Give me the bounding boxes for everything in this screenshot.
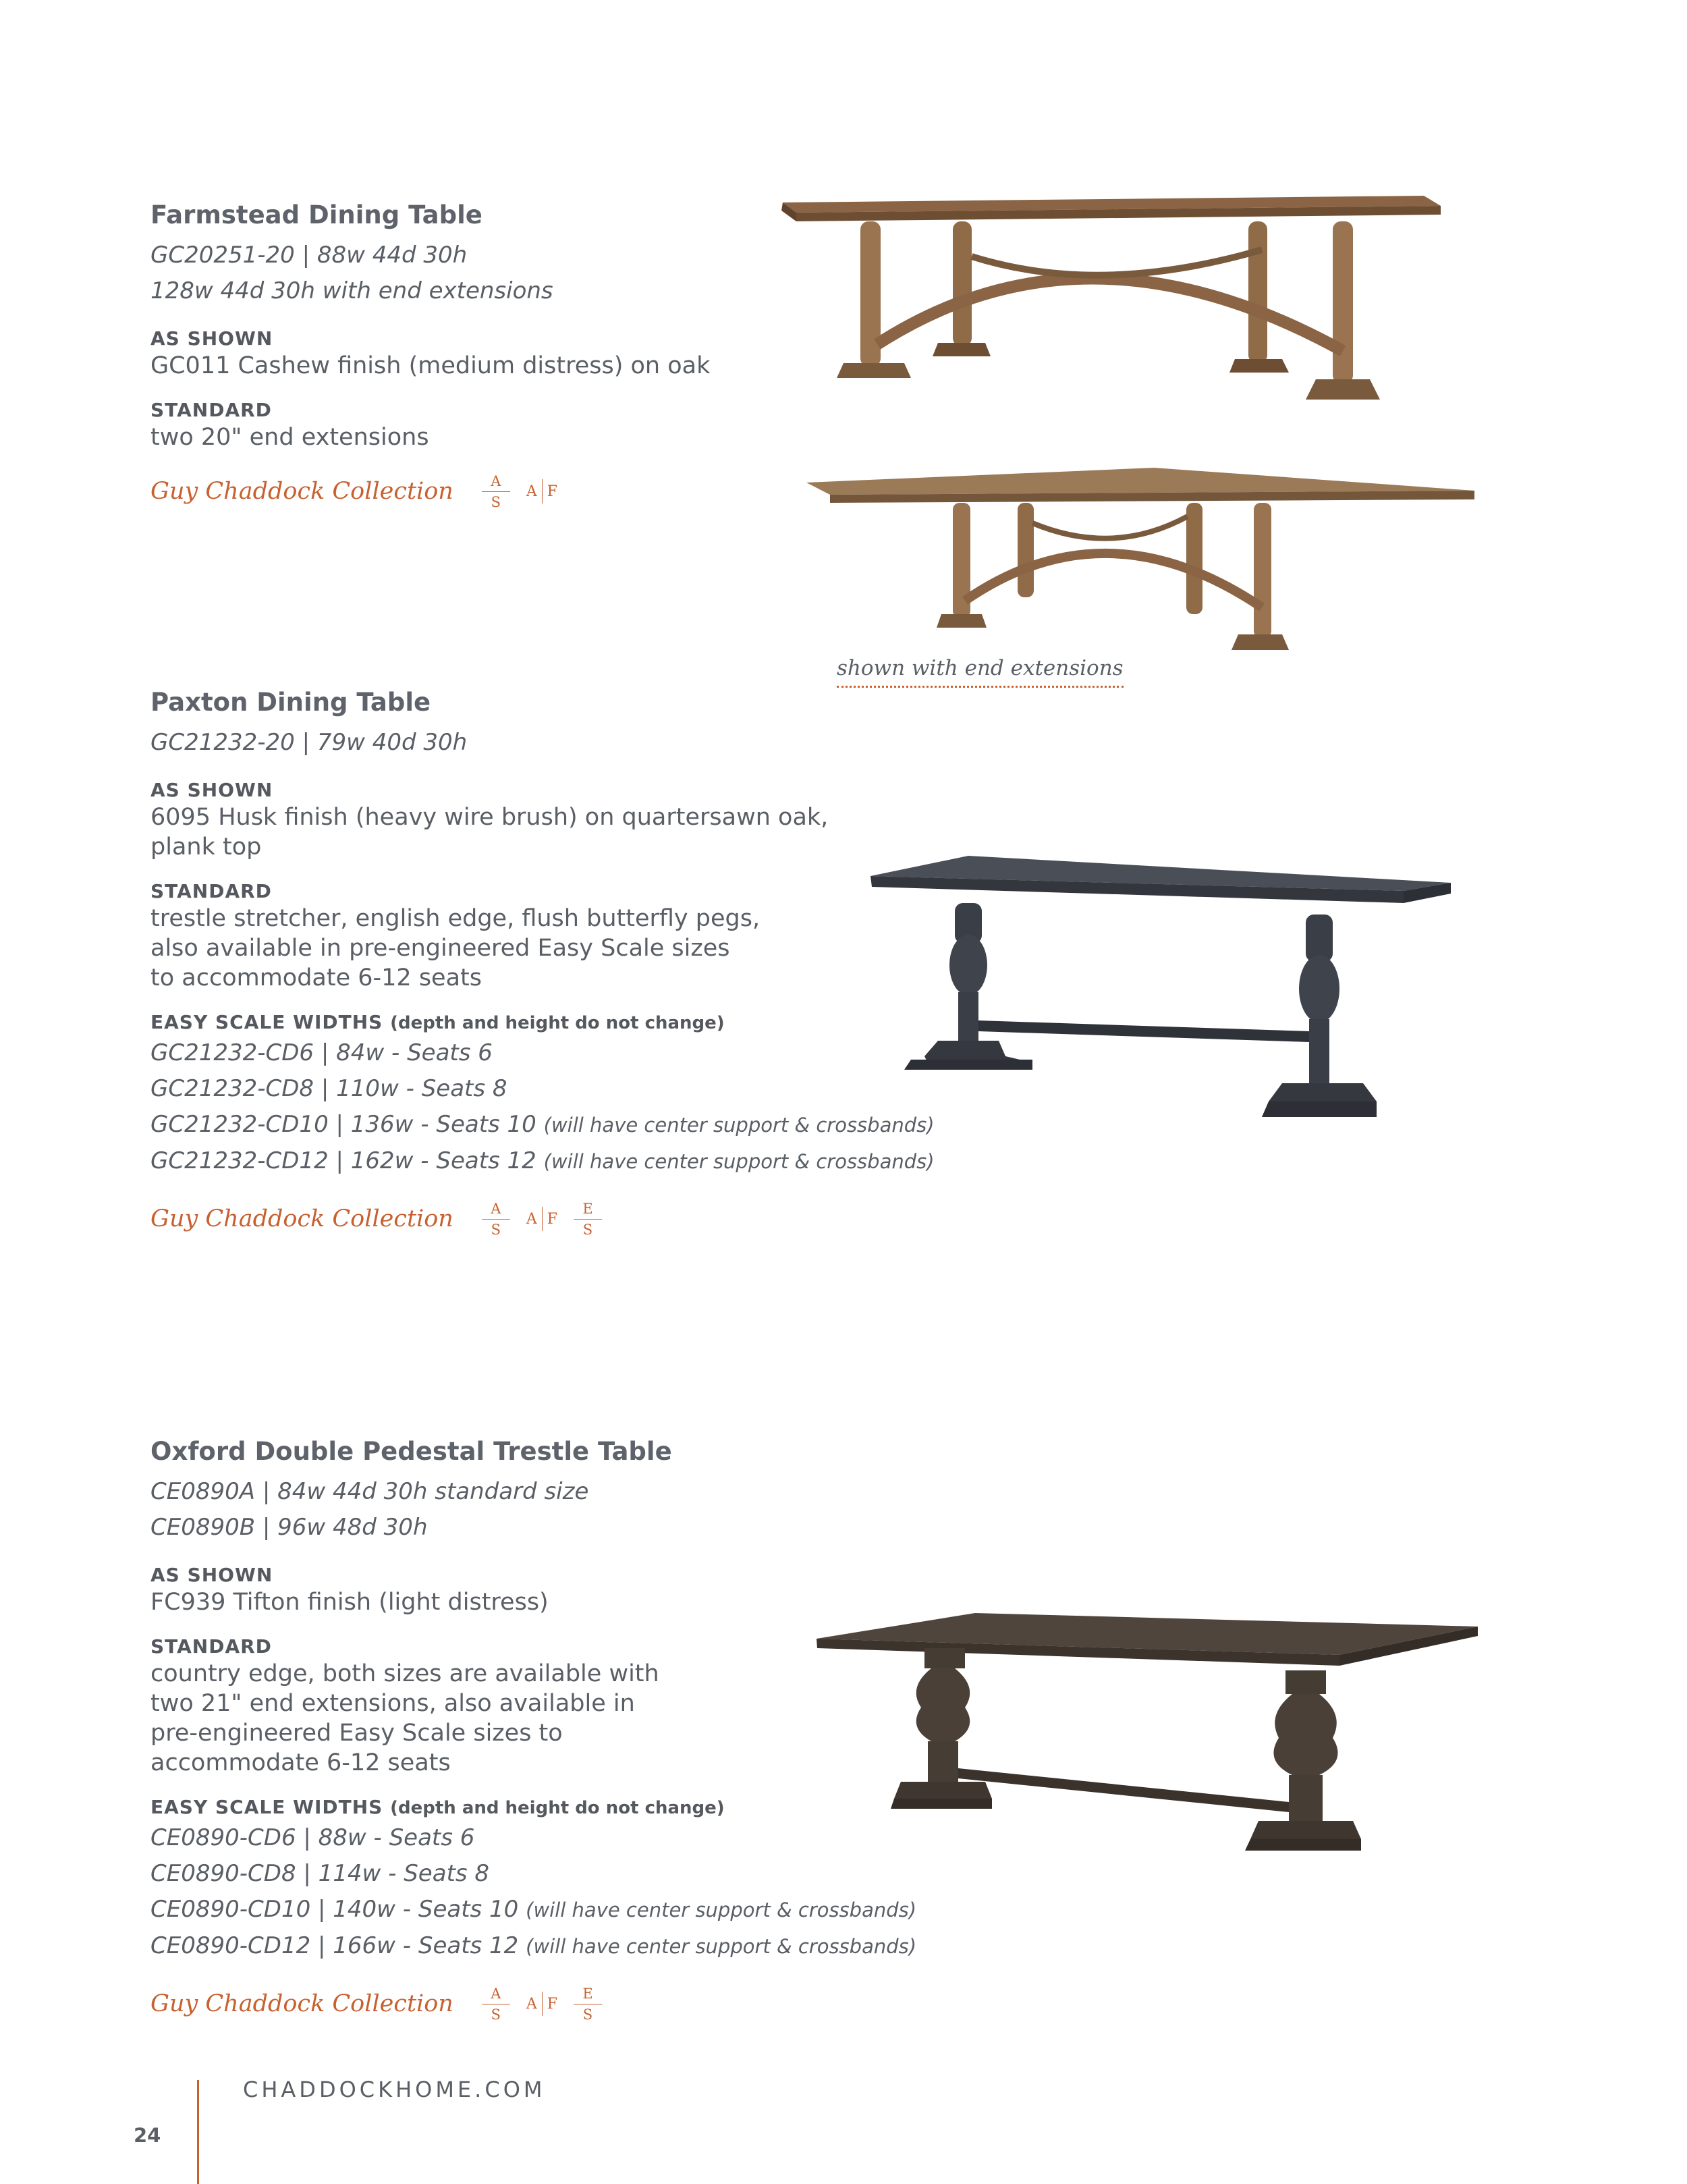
mark-top: A bbox=[491, 1200, 501, 1217]
footer-divider bbox=[197, 2080, 199, 2184]
mark-bottom: S bbox=[491, 2006, 501, 2023]
easy-scale-item bbox=[150, 1928, 1028, 1965]
mark-left: A bbox=[526, 1210, 537, 1228]
farmstead-table-image bbox=[776, 182, 1444, 459]
af-mark-icon bbox=[526, 1207, 557, 1231]
easy-scale-note: (depth and height do not change) bbox=[390, 1013, 725, 1033]
mark-right: F bbox=[547, 1210, 557, 1228]
easy-scale-title: EASY SCALE WIDTHS bbox=[150, 1011, 383, 1033]
mark-bottom: S bbox=[491, 1221, 501, 1238]
standard-label: STANDARD bbox=[150, 880, 272, 902]
product-spec: 128w 44d 30h with end extensions bbox=[150, 277, 553, 304]
oxford-table-image bbox=[813, 1606, 1481, 1863]
standard-label: STANDARD bbox=[150, 399, 272, 421]
product-spec: CE0890A | 84w 44d 30h standard size bbox=[150, 1478, 589, 1505]
easy-scale-aside: (will have center support & crossbands) bbox=[543, 1150, 935, 1173]
collection-name: Guy Chaddock Collection bbox=[150, 478, 453, 505]
product-spec: GC20251-20 | 88w 44d 30h bbox=[150, 242, 468, 269]
easy-scale-text: GC21232-CD12 | 162w - Seats 12 bbox=[150, 1147, 536, 1174]
easy-scale-aside: (will have center support & crossbands) bbox=[526, 1935, 917, 1958]
as-shown-text: FC939 Tifton finish (light distress) bbox=[150, 1589, 549, 1616]
as-shown-label: AS SHOWN bbox=[150, 779, 273, 801]
as-shown-text: GC011 Cashew finish (medium distress) on oak bbox=[150, 352, 711, 379]
assembly-mark-icon bbox=[482, 1201, 510, 1238]
mark-top: A bbox=[491, 472, 501, 489]
easy-scale-note: (depth and height do not change) bbox=[390, 1798, 725, 1818]
assembly-mark-icon bbox=[482, 1986, 510, 2023]
as-shown-label: AS SHOWN bbox=[150, 327, 273, 350]
page-number: 24 bbox=[134, 2124, 161, 2147]
easy-scale-text: GC21232-CD8 | 110w - Seats 8 bbox=[150, 1075, 507, 1102]
af-mark-icon bbox=[526, 1992, 557, 2016]
mark-top: E bbox=[582, 1985, 593, 2002]
footer-website[interactable]: CHADDOCKHOME.COM bbox=[243, 2077, 546, 2102]
easy-scale-text: GC21232-CD6 | 84w - Seats 6 bbox=[150, 1039, 493, 1066]
mark-top: A bbox=[491, 1985, 501, 2002]
paxton-table-image bbox=[864, 850, 1458, 1134]
standard-text: two 20" end extensions bbox=[150, 424, 429, 451]
image-caption: shown with end extensions bbox=[837, 656, 1124, 688]
easy-scale-item bbox=[150, 1143, 1028, 1180]
product-title: Oxford Double Pedestal Trestle Table bbox=[150, 1437, 672, 1466]
standard-text: trestle stretcher, english edge, flush butterfly pegs, also available in pre-engineered Easy Scale sizes to accommodate 6-12 seats bbox=[150, 905, 760, 991]
easy-scale-text: GC21232-CD10 | 136w - Seats 10 bbox=[150, 1111, 536, 1138]
collection-name: Guy Chaddock Collection bbox=[150, 1990, 453, 2017]
easy-scale-aside: (will have center support & crossbands) bbox=[543, 1114, 935, 1137]
mark-right: F bbox=[547, 483, 557, 500]
standard-label: STANDARD bbox=[150, 1635, 272, 1658]
product-spec: GC21232-20 | 79w 40d 30h bbox=[150, 729, 468, 756]
mark-bottom: S bbox=[582, 2006, 593, 2023]
easy-scale-title: EASY SCALE WIDTHS bbox=[150, 1796, 383, 1818]
mark-top: E bbox=[582, 1200, 593, 1217]
easy-scale-text: CE0890-CD12 | 166w - Seats 12 bbox=[150, 1932, 519, 1959]
mark-left: A bbox=[526, 483, 537, 500]
assembly-mark-icon bbox=[482, 473, 510, 510]
easy-scale-item bbox=[150, 1892, 1028, 1928]
product-spec: CE0890B | 96w 48d 30h bbox=[150, 1514, 428, 1541]
collection-line bbox=[150, 1192, 1028, 1246]
easy-scale-aside: (will have center support & crossbands) bbox=[526, 1899, 917, 1921]
mark-bottom: S bbox=[582, 1221, 593, 1238]
easy-scale-mark-icon bbox=[574, 1986, 602, 2023]
mark-left: A bbox=[526, 1995, 537, 2013]
collection-name: Guy Chaddock Collection bbox=[150, 1205, 453, 1232]
product-title: Paxton Dining Table bbox=[150, 688, 431, 717]
easy-scale-text: CE0890-CD10 | 140w - Seats 10 bbox=[150, 1896, 519, 1923]
mark-bottom: S bbox=[491, 493, 501, 510]
easy-scale-text: CE0890-CD6 | 88w - Seats 6 bbox=[150, 1824, 475, 1851]
as-shown-label: AS SHOWN bbox=[150, 1564, 273, 1586]
af-mark-icon bbox=[526, 479, 557, 503]
mark-right: F bbox=[547, 1995, 557, 2013]
easy-scale-text: CE0890-CD8 | 114w - Seats 8 bbox=[150, 1860, 490, 1887]
product-title: Farmstead Dining Table bbox=[150, 200, 482, 229]
as-shown-text: 6095 Husk finish (heavy wire brush) on quartersawn oak, plank top bbox=[150, 804, 829, 861]
farmstead-extended-image bbox=[803, 462, 1478, 685]
collection-line bbox=[150, 1977, 1028, 2031]
standard-text: country edge, both sizes are available with two 21" end extensions, also available in pre-engineered Easy Scale sizes to accommodate 6-12 seats bbox=[150, 1660, 659, 1776]
easy-scale-mark-icon bbox=[574, 1201, 602, 1238]
